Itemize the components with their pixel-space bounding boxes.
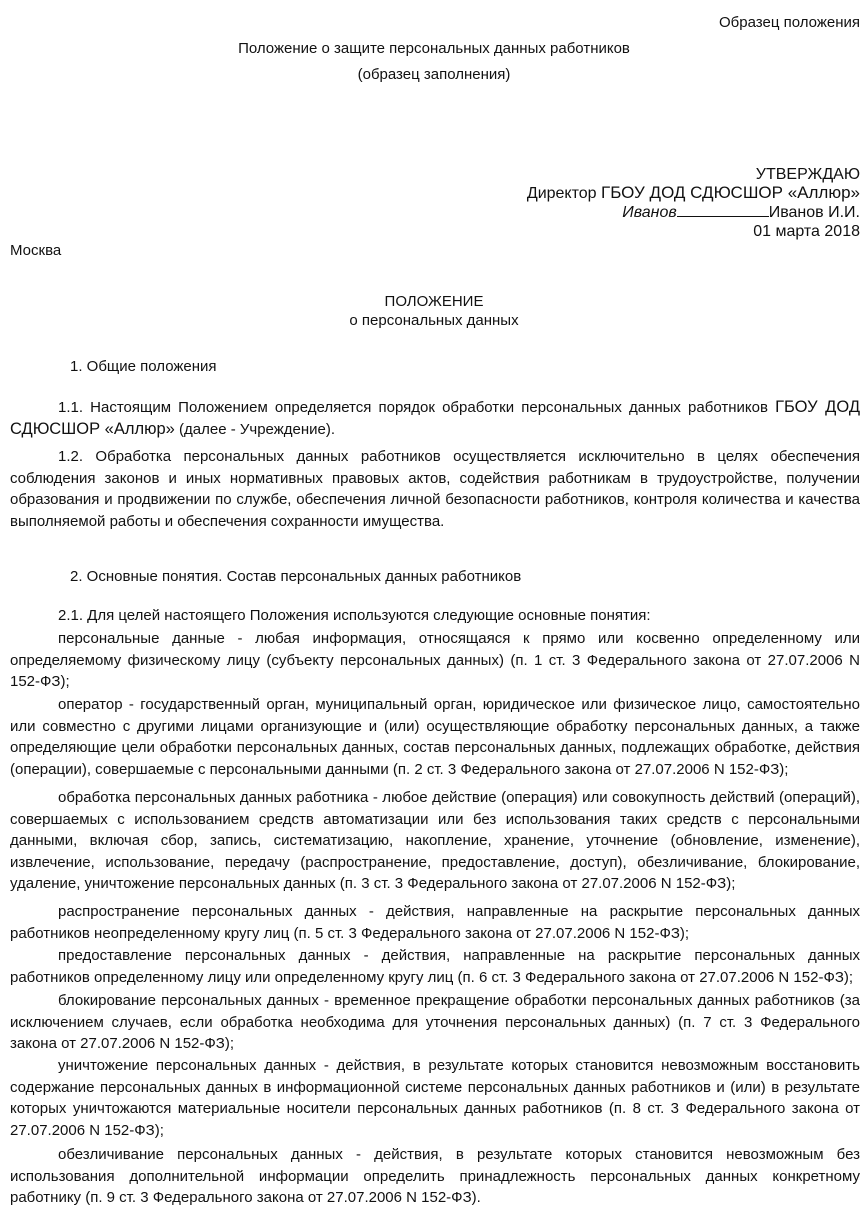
approval-heading: УТВЕРЖДАЮ — [755, 166, 860, 183]
page-subtitle: (образец заполнения) — [357, 66, 511, 83]
section-2-heading: 2. Основные понятия. Состав персональных данных работников — [70, 568, 522, 585]
document-title: ПОЛОЖЕНИЕ — [384, 293, 484, 310]
paragraph-2-1: 2.1. Для целей настоящего Положения используются следующие основные понятия: — [58, 607, 651, 624]
definition-item: распространение персональных данных - действия, направленные на раскрытие персональных данных работников неопределенному кругу лиц (п. 5 ст. 3 Федерального закона от 27.07.2006 N 152-ФЗ); — [10, 903, 860, 942]
signature: Иванов — [622, 204, 677, 221]
signer-name: Иванов И.И. — [768, 204, 860, 221]
director-prefix: Директор — [526, 185, 597, 202]
section-1-heading: 1. Общие положения — [70, 358, 217, 375]
paragraph-1-2: 1.2. Обработка персональных данных работников осуществляется исключительно в целях обеспечения соблюдения законов и иных нормативных правовых актов, содействия работникам в трудоустройстве, получении образования и продвижении по службе, обеспечения личной безопасности работников, контроля количества и качества выполняемой работы и обеспечения сохранности имущества. — [10, 448, 860, 530]
paragraph-1-1 — [10, 397, 860, 440]
sample-label: Образец положения — [719, 14, 860, 31]
p1-1-org: ГБОУ ДОД СДЮСШОР «Аллюр» — [10, 398, 861, 438]
definition-item: обработка персональных данных работника - любое действие (операция) или совокупность действий (операций), совершаемых с использованием средств автоматизации или без использования таких средств с персональными данными, включая сбор, запись, систематизацию, накопление, хранение, уточнение (обновление, изменение), извлечение, использование, передачу (распространение, предоставление, доступ), обезличивание, блокирование, удаление, уничтожение персональных данных (п. 3 ст. 3 Федерального закона от 27.07.2006 N 152-ФЗ); — [10, 789, 860, 893]
approval-date: 01 марта 2018 — [753, 223, 860, 240]
p1-1-tail: (далее - Учреждение). — [179, 420, 336, 438]
definition-item: предоставление персональных данных - действия, направленные на раскрытие персональных данных работников определенному лицу или определенному кругу лиц (п. 6 ст. 3 Федерального закона от 27.07.2006 N 152-ФЗ); — [10, 947, 860, 986]
definition-item: блокирование персональных данных - временное прекращение обработки персональных данных работников (за исключением случаев, если обработка необходима для уточнения персональных данных) (п. 7 ст. 3 Федерального закона от 27.07.2006 N 152-ФЗ); — [10, 992, 860, 1053]
definition-item: оператор - государственный орган, муниципальный орган, юридическое или физическое лицо, самостоятельно или совместно с другими лицами организующие и (или) осуществляющие обработку персональных данных, а также определяющие цели обработки персональных данных, состав персональных данных, подлежащих обработке, действия (операции), совершаемые с персональными данными (п. 2 ст. 3 Федерального закона от 27.07.2006 N 152-ФЗ); — [10, 696, 860, 778]
definition-item: обезличивание персональных данных - действия, в результате которых становится невозможным без использования дополнительной информации определить принадлежность персональных данных конкретному работнику (п. 9 ст. 3 Федерального закона от 27.07.2006 N 152-ФЗ). — [10, 1146, 860, 1207]
approval-org-name: ГБОУ ДОД СДЮСШОР «Аллюр» — [601, 183, 860, 202]
page-title: Положение о защите персональных данных работников — [238, 40, 630, 57]
p1-1-text: 1.1. Настоящим Положением определяется порядок обработки персональных данных работников — [58, 399, 768, 416]
city: Москва — [10, 242, 62, 259]
document-subtitle: о персональных данных — [349, 312, 519, 329]
definition-item: уничтожение персональных данных - действия, в результате которых становится невозможным восстановить содержание персональных данных в информационной системе персональных данных работников и (или) в результате которых уничтожаются материальные носители персональных данных работников (п. 8 ст. 3 Федерального закона от 27.07.2006 N 152-ФЗ); — [10, 1057, 860, 1139]
signature-underline — [677, 202, 769, 217]
definition-item: персональные данные - любая информация, относящаяся к прямо или косвенно определенному или определяемому физическому лицу (субъекту персональных данных) (п. 1 ст. 3 Федерального закона от 27.07.2006 N 152-ФЗ); — [10, 630, 860, 691]
